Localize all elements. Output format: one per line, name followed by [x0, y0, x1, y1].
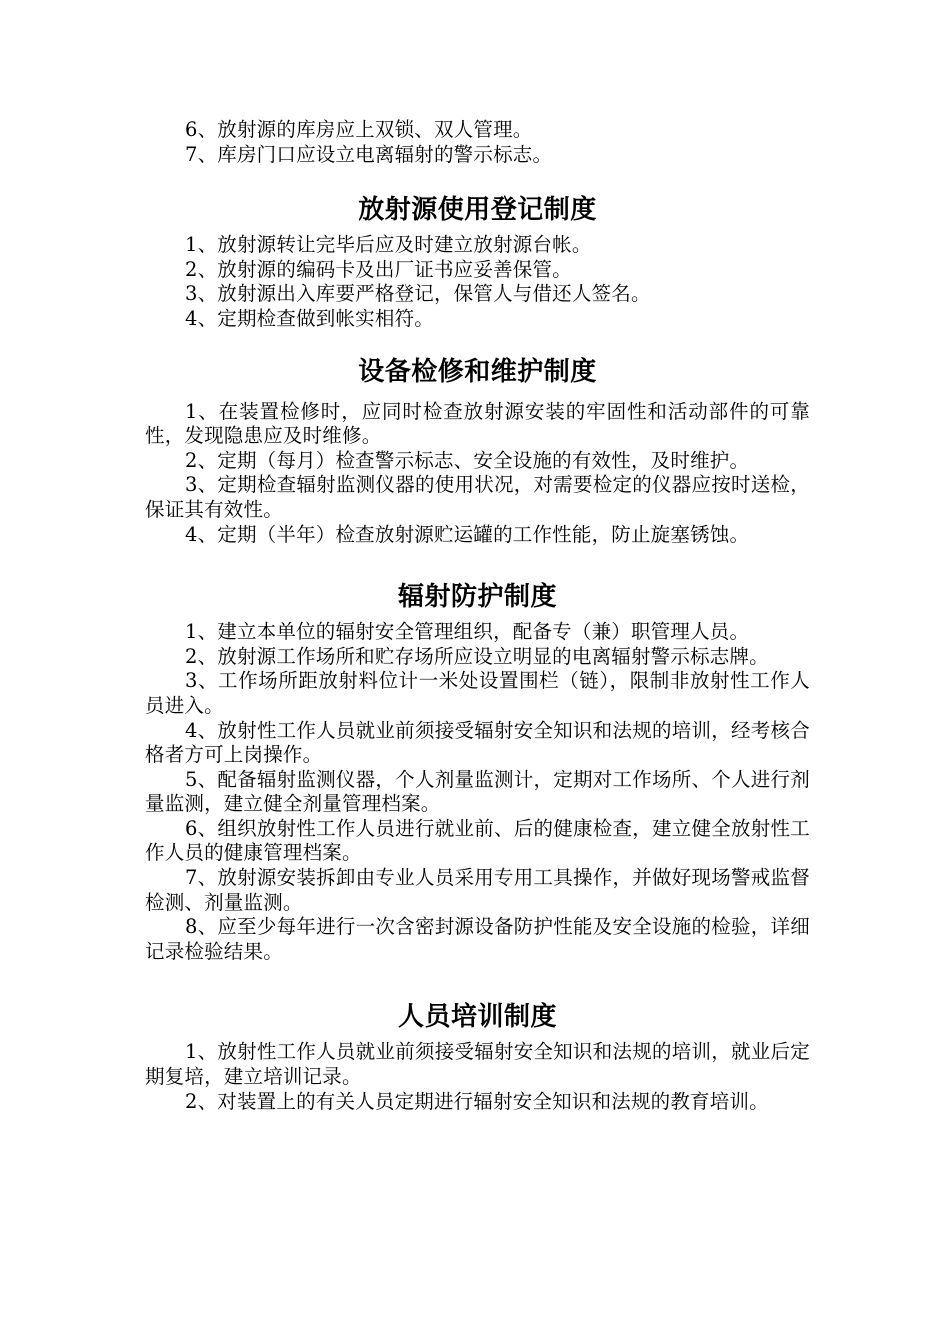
section-item: 5、配备辐射监测仪器，个人剂量监测计，定期对工作场所、个人进行剂量监测，建立健全剂量管理档案。	[145, 767, 810, 816]
section-item: 6、组织放射性工作人员进行就业前、后的健康检查，建立健全放射性工作人员的健康管理档案。	[145, 816, 810, 865]
section-title: 辐射防护制度	[397, 582, 557, 613]
section-item: 1、放射源转让完毕后应及时建立放射源台帐。	[184, 233, 592, 257]
section-registration	[145, 195, 810, 331]
section-title: 人员培训制度	[397, 1002, 557, 1033]
section-item: 1、放射性工作人员就业前须接受辐射安全知识和法规的培训，就业后定期复培，建立培训记录。	[145, 1040, 810, 1089]
section-item: 2、放射源的编码卡及出厂证书应妥善保管。	[184, 257, 572, 281]
section-item: 3、放射源出入库要严格登记，保管人与借还人签名。	[184, 282, 651, 306]
document-page	[145, 118, 810, 1114]
section-item: 3、工作场所距放射料位计一米处设置围栏（链），限制非放射性工作人员进入。	[145, 669, 810, 717]
section-item: 1、建立本单位的辐射安全管理组织，配备专（兼）职管理人员。	[184, 620, 750, 644]
section-item: 3、定期检查辐射监测仪器的使用状况，对需要检定的仪器应按时送检，保证其有效性。	[145, 473, 810, 521]
section-title: 放射源使用登记制度	[358, 195, 597, 226]
section-title: 设备检修和维护制度	[358, 356, 597, 387]
section-item: 4、定期检查做到帐实相符。	[184, 306, 434, 330]
intro-section	[145, 118, 810, 167]
section-item: 1、在装置检修时，应同时检查放射源安装的牢固性和活动部件的可靠性，发现隐患应及时维修。	[145, 399, 810, 448]
intro-item: 7、库房门口应设立电离辐射的警示标志。	[184, 142, 553, 166]
section-item: 2、对装置上的有关人员定期进行辐射安全知识和法规的教育培训。	[184, 1089, 769, 1113]
section-radiation-protection	[145, 582, 810, 964]
section-item: 2、定期（每月）检查警示标志、安全设施的有效性，及时维护。	[184, 448, 750, 472]
section-item: 4、放射性工作人员就业前须接受辐射安全知识和法规的培训，经考核合格者方可上岗操作。	[145, 718, 810, 767]
intro-item: 6、放射源的库房应上双锁、双人管理。	[184, 118, 533, 141]
section-item: 8、应至少每年进行一次含密封源设备防护性能及安全设施的检验，详细记录检验结果。	[145, 915, 810, 963]
section-maintenance	[145, 357, 810, 548]
section-item: 2、放射源工作场所和贮存场所应设立明显的电离辐射警示标志牌。	[184, 644, 769, 668]
section-item: 7、放射源安装拆卸由专业人员采用专用工具操作，并做好现场警戒监督检测、剂量监测。	[145, 866, 810, 914]
section-item: 4、定期（半年）检查放射源贮运罐的工作性能，防止旋塞锈蚀。	[184, 522, 750, 546]
section-training	[145, 1002, 810, 1114]
